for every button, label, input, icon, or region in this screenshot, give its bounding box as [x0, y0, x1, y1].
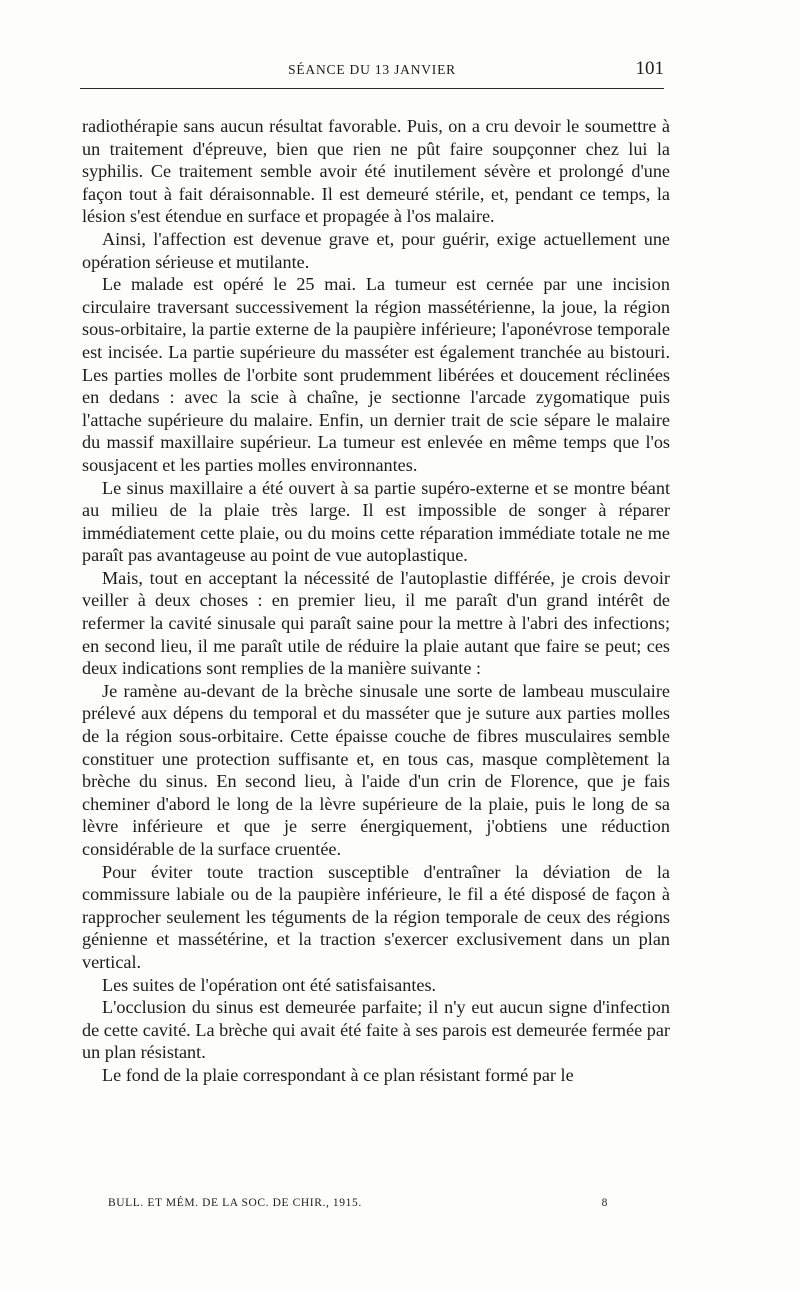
body-text	[82, 115, 670, 1087]
page-number: 101	[635, 58, 664, 79]
paragraph: L'occlusion du sinus est demeurée parfaite; il n'y eut aucun signe d'infection de cette cavité. La brèche qui avait été faite à ses parois est demeurée fermée par un plan résistant.	[82, 997, 670, 1063]
paragraph: Ainsi, l'affection est devenue grave et, pour guérir, exige actuellement une opération sérieuse et mutilante.	[82, 228, 670, 272]
paragraph: Le fond de la plaie correspondant à ce plan résistant formé par le	[102, 1064, 574, 1085]
running-title: SÉANCE DU 13 JANVIER	[288, 62, 456, 77]
paragraph: Pour éviter toute traction susceptible d'entraîner la déviation de la commissure labiale ou de la paupière inférieure, le fil a été disposé de façon à rapprocher seulement les téguments de la région temporale de ceux des régions génienne et massétérine, et la traction s'exercer exclusivement dans un plan vertical.	[82, 861, 670, 972]
paragraph: Les suites de l'opération ont été satisfaisantes.	[102, 974, 437, 995]
paragraph: Le malade est opéré le 25 mai. La tumeur est cernée par une incision circulaire traversant successivement la région massétérienne, la joue, la région sous-orbitaire, la partie externe de la paupière inférieure; l'aponévrose temporale est incisée. La partie supérieure du masséter est également tranchée au bistouri. Les parties molles de l'orbite sont prudemment libérées et doucement réclinées en dedans : avec la scie à chaîne, je sectionne l'arcade zygomatique puis l'attache supérieure du malaire. Enfin, un dernier trait de scie sépare le malaire du massif maxillaire supérieur. La tumeur est enlevée en même temps que l'os sousjacent et les parties molles environnantes.	[82, 274, 670, 475]
paragraph: Je ramène au-devant de la brèche sinusale une sorte de lambeau musculaire prélevé aux dépens du temporal et du masséter que je suture aux parties molles de la région sous-orbitaire. Cette épaisse couche de fibres musculaires semble constituer une protection suffisante et, en tous cas, masque complètement la brèche du sinus. En second lieu, à l'aide d'un crin de Florence, que je fais cheminer d'abord le long de la lèvre supérieure de la plaie, puis le long de sa lèvre inférieure et que je serre énergiquement, j'obtiens une réduction considérable de la surface cruentée.	[82, 680, 670, 859]
paragraph: Mais, tout en acceptant la nécessité de l'autoplastie différée, je crois devoir veiller à deux choses : en premier lieu, il me paraît d'un grand intérêt de refermer la cavité sinusale qui paraît saine pour la mettre à l'abri des infections; en second lieu, il me paraît utile de réduire la plaie autant que faire se peut; ces deux indications sont remplies de la manière suivante :	[82, 567, 670, 679]
paragraph: radiothérapie sans aucun résultat favorable. Puis, on a cru devoir le soumettre à un traitement d'épreuve, bien que rien ne pût faire soupçonner chez lui la syphilis. Ce traitement semble avoir été inutilement sévère et prolongé d'une façon tout à fait déraisonnable. Il est demeuré stérile, et, pendant ce temps, la lésion s'est étendue en surface et propagée à l'os malaire.	[82, 116, 670, 227]
paragraph: Le sinus maxillaire a été ouvert à sa partie supéro-externe et se montre béant au milieu de la plaie très large. Il est impossible de songer à réparer immédiatement cette plaie, ou du moins cette réparation immédiate totale ne me paraît pas avantageuse au point de vue autoplastique.	[82, 477, 670, 566]
journal-citation: BULL. ET MÉM. DE LA SOC. DE CHIR., 1915.	[108, 1197, 362, 1209]
page-footer	[108, 1197, 608, 1209]
signature-mark: 8	[601, 1197, 608, 1209]
page-header	[80, 60, 664, 89]
